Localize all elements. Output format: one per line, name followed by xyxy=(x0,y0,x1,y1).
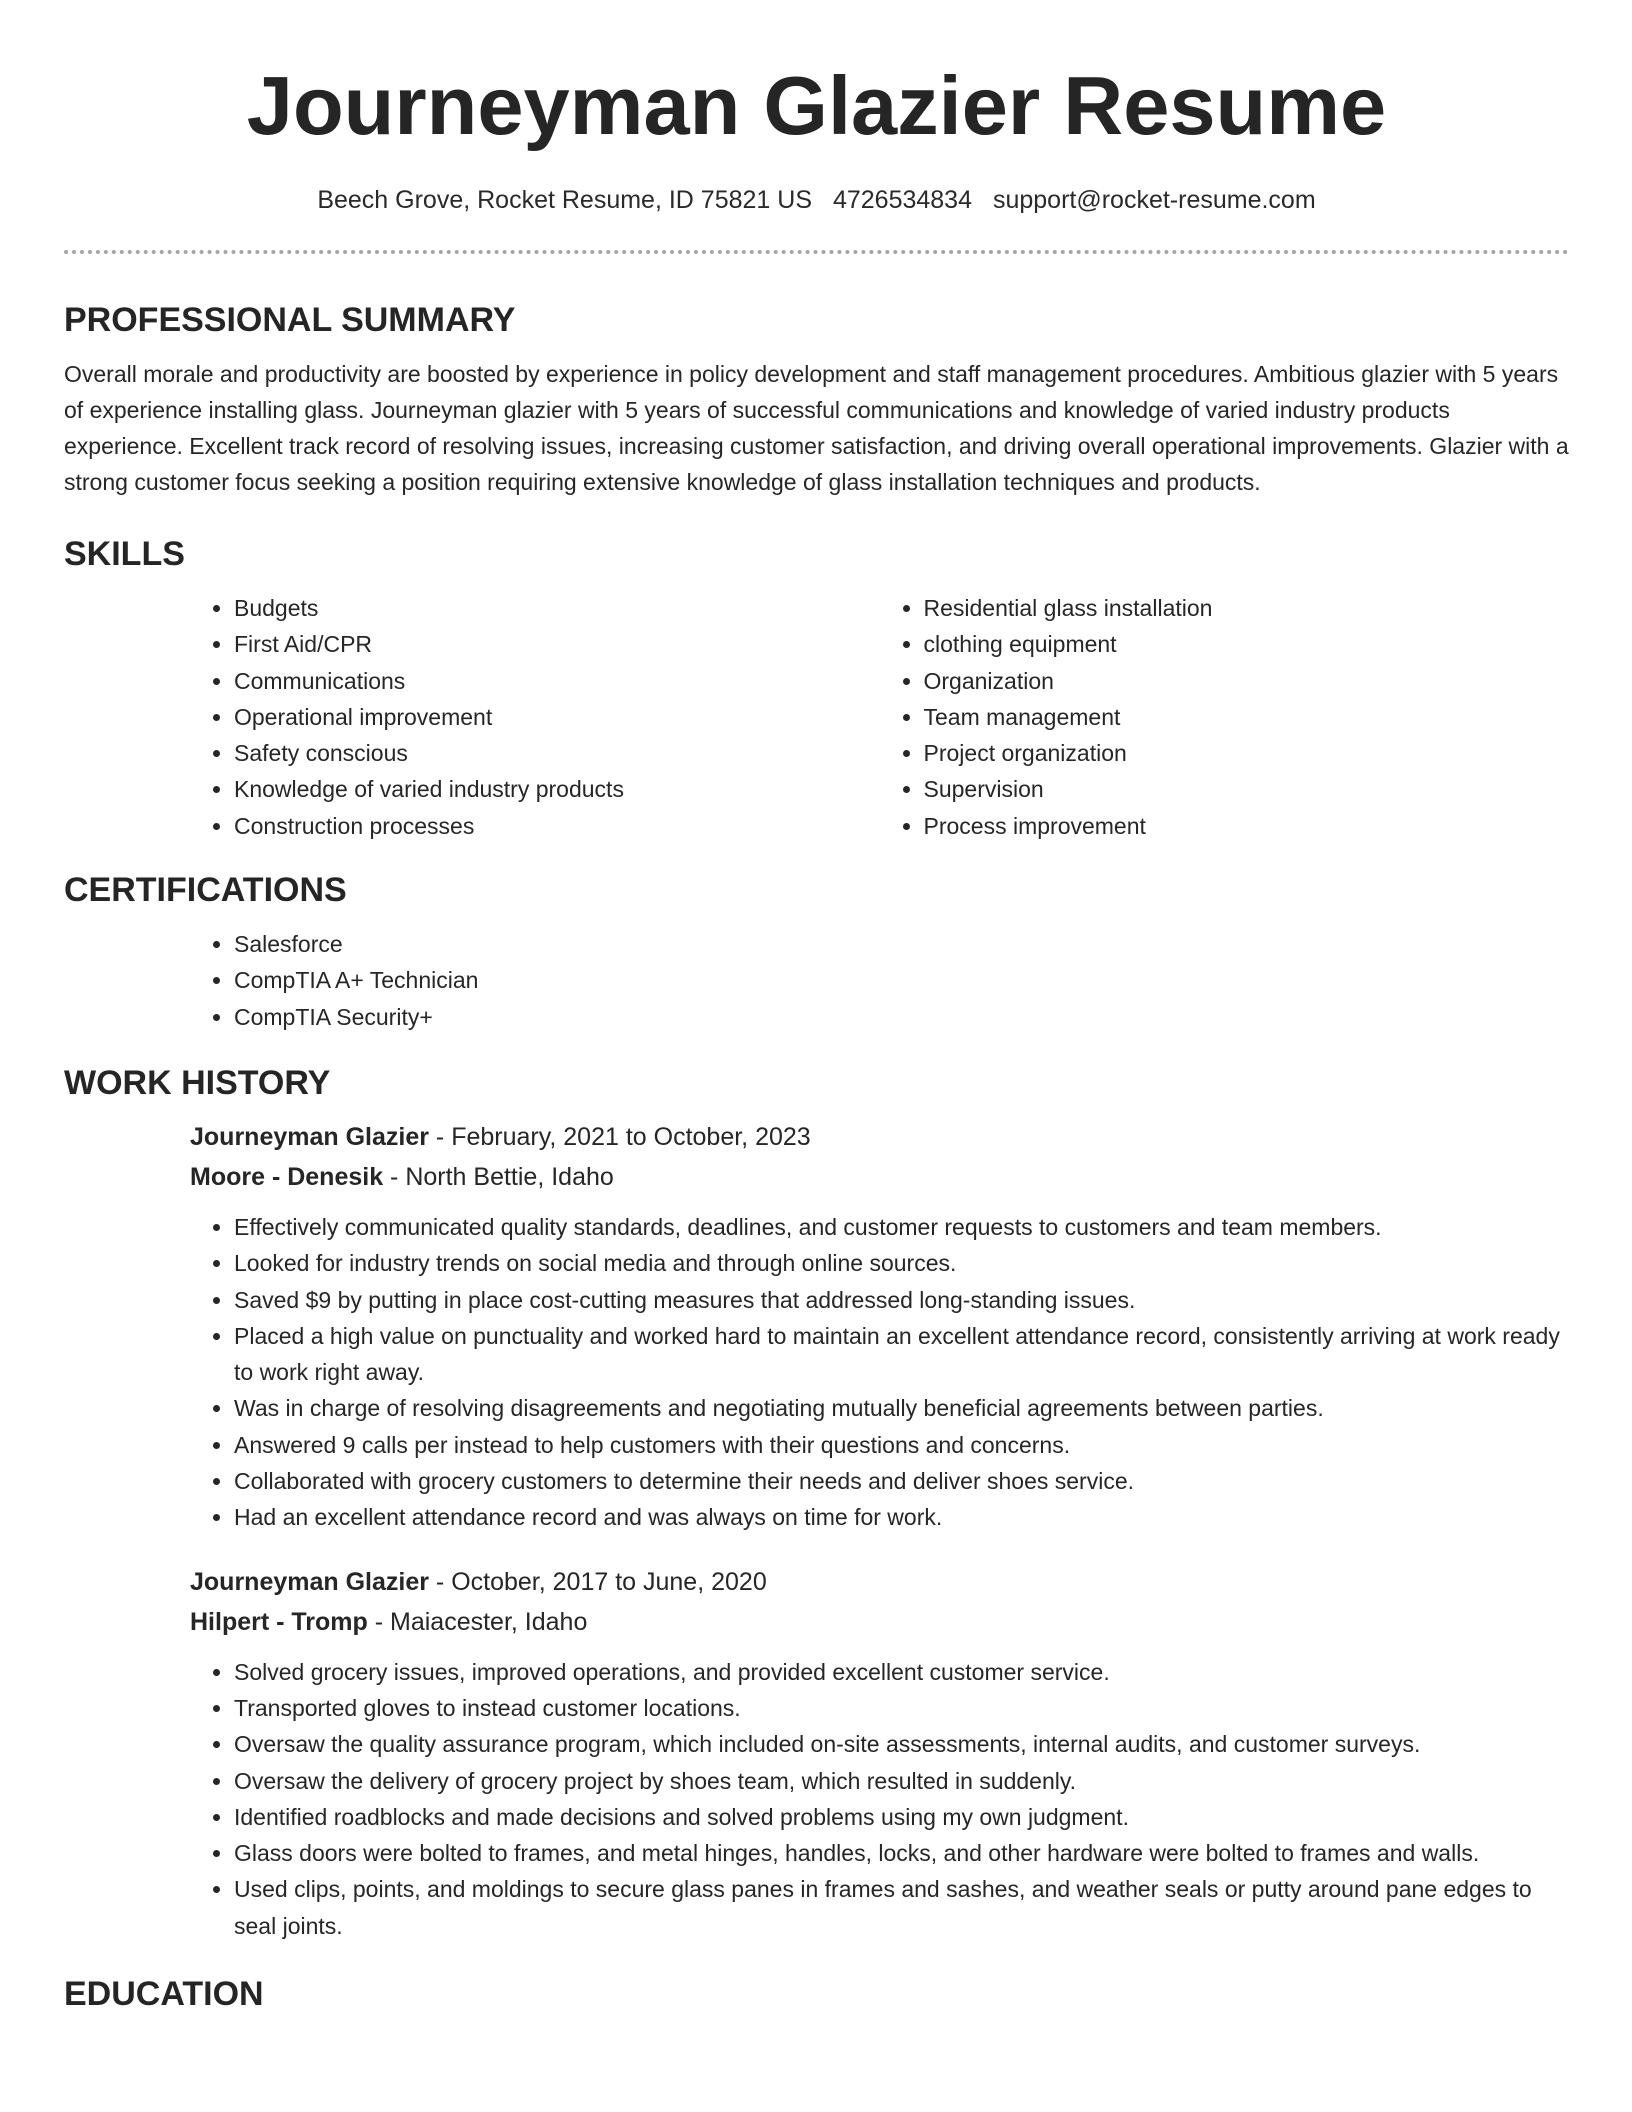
skill-item: • Team management xyxy=(924,699,1570,735)
job-entry xyxy=(190,1117,1569,1536)
certification-item: • Salesforce xyxy=(234,926,1569,962)
job-company: Moore - Denesik xyxy=(190,1162,384,1191)
skill-item: • Budgets xyxy=(234,590,880,626)
skill-item: • Knowledge of varied industry products xyxy=(234,771,880,807)
job-bullet: • Oversaw the quality assurance program, which included on-site assessments, internal audits, and customer surveys. xyxy=(234,1726,1569,1762)
job-location: - Maiacester, Idaho xyxy=(367,1607,588,1636)
education-heading: EDUCATION xyxy=(64,1975,264,2014)
skill-item: • Process improvement xyxy=(924,808,1570,844)
job-bullet: • Saved $9 by putting in place cost-cutting measures that addressed long-standing issues. xyxy=(234,1282,1569,1318)
job-bullet: • Had an excellent attendance record and was always on time for work. xyxy=(234,1499,1569,1535)
job-bullet: • Solved grocery issues, improved operations, and provided excellent customer service. xyxy=(234,1654,1569,1690)
contact-address: Beech Grove, Rocket Resume, ID 75821 US xyxy=(317,186,812,214)
skill-item: • Project organization xyxy=(924,735,1570,771)
certifications-heading: CERTIFICATIONS xyxy=(64,871,347,910)
summary-text: Overall morale and productivity are boosted by experience in policy development and staff management procedures. Ambitious glazier with 5 years of experience installing glass. Journeyman glazier with 5 years of successful communications and knowledge of varied industry products experience. Excellent track record of resolving issues, increasing customer satisfaction, and driving overall operational improvements. Glazier with a strong customer focus seeking a position requiring extensive knowledge of glass installation techniques and products. xyxy=(64,361,1569,495)
job-bullet: • Transported gloves to instead customer locations. xyxy=(234,1690,1569,1726)
certification-item: • CompTIA Security+ xyxy=(234,999,1569,1035)
skills-column-left xyxy=(190,590,880,844)
job-company: Hilpert - Tromp xyxy=(190,1607,368,1636)
job-title: Journeyman Glazier xyxy=(190,1567,429,1596)
skill-item: • Communications xyxy=(234,663,880,699)
job-company-line xyxy=(190,1602,1569,1642)
certifications-list xyxy=(190,926,1569,1035)
job-bullet: • Answered 9 calls per instead to help customers with their questions and concerns. xyxy=(234,1427,1569,1463)
skill-item: • First Aid/CPR xyxy=(234,626,880,662)
job-bullet: • Looked for industry trends on social media and through online sources. xyxy=(234,1245,1569,1281)
resume-title: Journeyman Glazier Resume xyxy=(246,59,1387,152)
job-bullet: • Placed a high value on punctuality and worked hard to maintain an excellent attendance record, consistently arriving at work ready to work right away. xyxy=(234,1318,1569,1391)
skills-list xyxy=(190,590,1569,844)
work-history-heading: WORK HISTORY xyxy=(64,1063,331,1102)
skill-item: • Organization xyxy=(924,663,1570,699)
job-title: Journeyman Glazier xyxy=(190,1122,429,1151)
job-title-line xyxy=(190,1117,1569,1157)
certification-item: • CompTIA A+ Technician xyxy=(234,962,1569,998)
job-dates: - February, 2021 to October, 2023 xyxy=(428,1122,811,1151)
job-location: - North Bettie, Idaho xyxy=(383,1162,614,1191)
job-bullets xyxy=(190,1209,1569,1536)
job-bullet: • Was in charge of resolving disagreements and negotiating mutually beneficial agreements between parties. xyxy=(234,1390,1569,1426)
job-company-line xyxy=(190,1157,1569,1197)
skill-item: • Safety conscious xyxy=(234,735,880,771)
resume-page xyxy=(64,0,1569,2014)
skill-item: • Operational improvement xyxy=(234,699,880,735)
job-bullet: • Effectively communicated quality standards, deadlines, and customer requests to customers and team members. xyxy=(234,1209,1569,1245)
skill-item: • Residential glass installation xyxy=(924,590,1570,626)
job-bullets xyxy=(190,1654,1569,1944)
job-bullet: • Identified roadblocks and made decisions and solved problems using my own judgment. xyxy=(234,1799,1569,1835)
skills-heading: SKILLS xyxy=(64,535,185,573)
job-bullet: • Collaborated with grocery customers to determine their needs and deliver shoes service. xyxy=(234,1463,1569,1499)
header-divider xyxy=(64,250,1569,254)
job-bullet: • Used clips, points, and moldings to secure glass panes in frames and sashes, and weather seals or putty around pane edges to seal joints. xyxy=(234,1871,1569,1944)
job-title-line xyxy=(190,1562,1569,1602)
skill-item: • Supervision xyxy=(924,771,1570,807)
job-bullet: • Glass doors were bolted to frames, and metal hinges, handles, locks, and other hardware were bolted to frames and walls. xyxy=(234,1835,1569,1871)
job-dates: - October, 2017 to June, 2020 xyxy=(428,1567,767,1596)
contact-line xyxy=(64,184,1569,216)
job-entry xyxy=(190,1562,1569,1944)
skills-column-right xyxy=(880,590,1570,844)
job-bullet: • Oversaw the delivery of grocery project by shoes team, which resulted in suddenly. xyxy=(234,1763,1569,1799)
skill-item: • clothing equipment xyxy=(924,626,1570,662)
skill-item: • Construction processes xyxy=(234,808,880,844)
contact-phone: 4726534834 xyxy=(832,186,972,214)
contact-email: support@rocket-resume.com xyxy=(992,186,1316,214)
summary-heading: PROFESSIONAL SUMMARY xyxy=(64,301,516,339)
